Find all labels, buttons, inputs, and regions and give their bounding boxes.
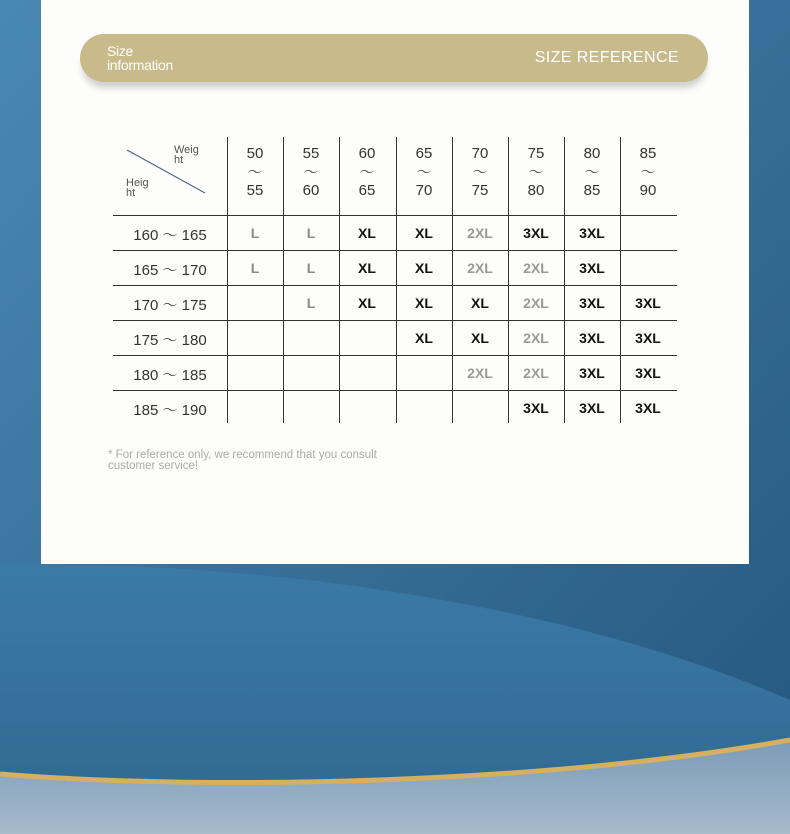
footnote-line1: * For reference only, we recommend that you consult [108,449,377,461]
size-cell: L [306,295,316,311]
table-row-divider [113,250,677,251]
size-cell: XL [415,295,433,311]
footnote [108,450,408,471]
footnote-line2: customer service! [108,459,199,472]
corner-diagonal [113,137,227,215]
height-label: 185 ～ 190 [133,402,207,419]
weight-low: 75 [527,145,545,162]
weight-low: 80 [583,145,601,162]
size-cell: L [306,260,316,276]
size-cell: XL [415,260,433,276]
size-cell: 3XL [579,260,605,276]
size-cell: 3XL [635,330,661,346]
weight-high: 65 [358,182,376,199]
weight-header [227,145,283,201]
header-subtitle-line1: Size [107,43,134,59]
weight-header [452,145,508,201]
size-cell: L [250,225,260,241]
weight-header [620,145,676,201]
weight-low: 60 [358,145,376,162]
size-cell: XL [415,225,433,241]
weight-header [564,145,620,201]
weight-header [339,145,395,201]
size-cell: XL [358,225,376,241]
size-cell: XL [471,330,489,346]
size-cell: 3XL [635,365,661,381]
weight-low: 55 [302,145,320,162]
size-table [113,137,677,424]
weight-header [508,145,564,201]
size-cell: 3XL [579,295,605,311]
size-cell: 2XL [467,365,493,381]
corner-height-label [126,178,149,198]
height-label: 170 ～ 175 [133,297,207,314]
size-cell: 3XL [579,400,605,416]
weight-high: 80 [527,182,545,199]
corner-weight-line2: ht [174,154,184,166]
table-row-divider [113,285,677,286]
height-label: 160 ～ 165 [133,227,207,244]
size-cell: 2XL [523,295,549,311]
height-label: 180 ～ 185 [133,367,207,384]
size-cell: 3XL [579,225,605,241]
weight-tilde: ～ [640,163,656,181]
corner-height-line2: ht [126,187,136,199]
height-label: 175 ～ 180 [133,332,207,349]
table-row-divider [113,355,677,356]
corner-height-line1: Heig [126,177,149,189]
header-subtitle-line2: information [107,57,173,73]
weight-high: 75 [471,182,489,199]
weight-high: 85 [583,182,601,199]
weight-low: 65 [415,145,433,162]
weight-low: 70 [471,145,489,162]
size-cell: L [250,260,260,276]
size-cell: XL [415,330,433,346]
size-cell: 3XL [579,365,605,381]
weight-tilde: ～ [303,163,319,181]
size-cell: XL [358,295,376,311]
weight-tilde: ～ [359,163,375,181]
size-cell: 3XL [523,400,549,416]
weight-tilde: ～ [472,163,488,181]
header-title: SIZE REFERENCE [534,49,679,66]
size-cell: 2XL [523,365,549,381]
weight-header [396,145,452,201]
weight-tilde: ～ [528,163,544,181]
weight-high: 70 [415,182,433,199]
weight-tilde: ～ [247,163,263,181]
weight-low: 50 [246,145,264,162]
size-cell: 2XL [467,225,493,241]
weight-high: 60 [302,182,320,199]
height-label: 165 ～ 170 [133,262,207,279]
size-cell: 2XL [523,330,549,346]
size-card [41,0,749,564]
size-cell: XL [358,260,376,276]
table-row-divider [113,320,677,321]
size-cell: 2XL [523,260,549,276]
weight-low: 85 [639,145,657,162]
size-cell: L [306,225,316,241]
size-cell: XL [471,295,489,311]
size-cell: 2XL [467,260,493,276]
corner-weight-label [174,145,199,165]
table-row-divider [113,215,677,216]
size-cell: 3XL [523,225,549,241]
header-banner [80,34,708,82]
size-cell: 3XL [635,295,661,311]
header-subtitle [107,44,173,72]
table-corner [113,137,227,215]
size-cell: 3XL [635,400,661,416]
weight-header [283,145,339,201]
weight-tilde: ～ [416,163,432,181]
weight-high: 90 [639,182,657,199]
table-row-divider [113,390,677,391]
weight-tilde: ～ [584,163,600,181]
corner-weight-line1: Weig [174,144,199,156]
weight-high: 55 [246,182,264,199]
size-cell: 3XL [579,330,605,346]
